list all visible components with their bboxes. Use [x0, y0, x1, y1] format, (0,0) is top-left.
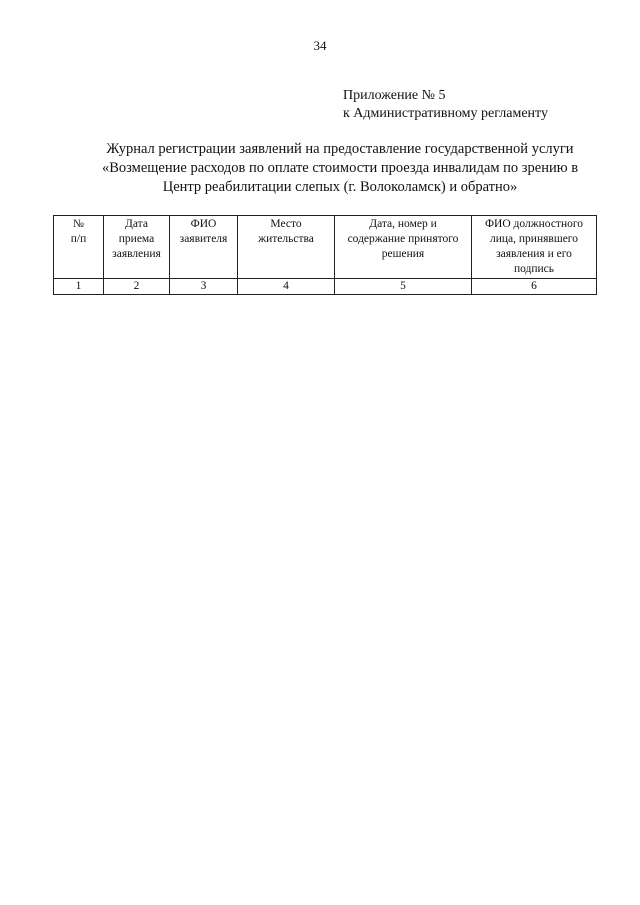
column-number-cell: 6 — [472, 279, 597, 295]
table-header-row — [54, 216, 597, 279]
header-cell-date-received: Дата приема заявления — [104, 216, 170, 279]
document-title — [60, 140, 620, 197]
page-number: 34 — [313, 38, 327, 53]
title-line-2: «Возмещение расходов по оплате стоимости проезда инвалидам по зрению в — [101, 160, 579, 176]
header-cell-applicant-name: ФИО заявителя — [170, 216, 238, 279]
header-cell-official: ФИО должностного лица, принявшего заявления и его подпись — [472, 216, 597, 279]
registration-journal-table — [53, 215, 597, 295]
column-number-cell: 2 — [104, 279, 170, 295]
column-number-cell: 4 — [238, 279, 335, 295]
header-cell-number: № п/п — [54, 216, 104, 279]
column-number-cell: 1 — [54, 279, 104, 295]
column-number-cell: 3 — [170, 279, 238, 295]
header-cell-residence: Место жительства — [238, 216, 335, 279]
header-cell-decision: Дата, номер и содержание принятого решения — [335, 216, 472, 279]
title-line-3: Центр реабилитации слепых (г. Волоколамск) и обратно» — [162, 179, 518, 195]
table-row-column-numbers — [54, 279, 597, 295]
column-number-cell: 5 — [335, 279, 472, 295]
appendix-line-1: Приложение № 5 — [343, 88, 446, 103]
appendix-line-2: к Административному регламенту — [343, 106, 548, 121]
appendix-reference — [343, 87, 548, 123]
title-line-1: Журнал регистрации заявлений на предоставление государственной услуги — [106, 141, 574, 157]
